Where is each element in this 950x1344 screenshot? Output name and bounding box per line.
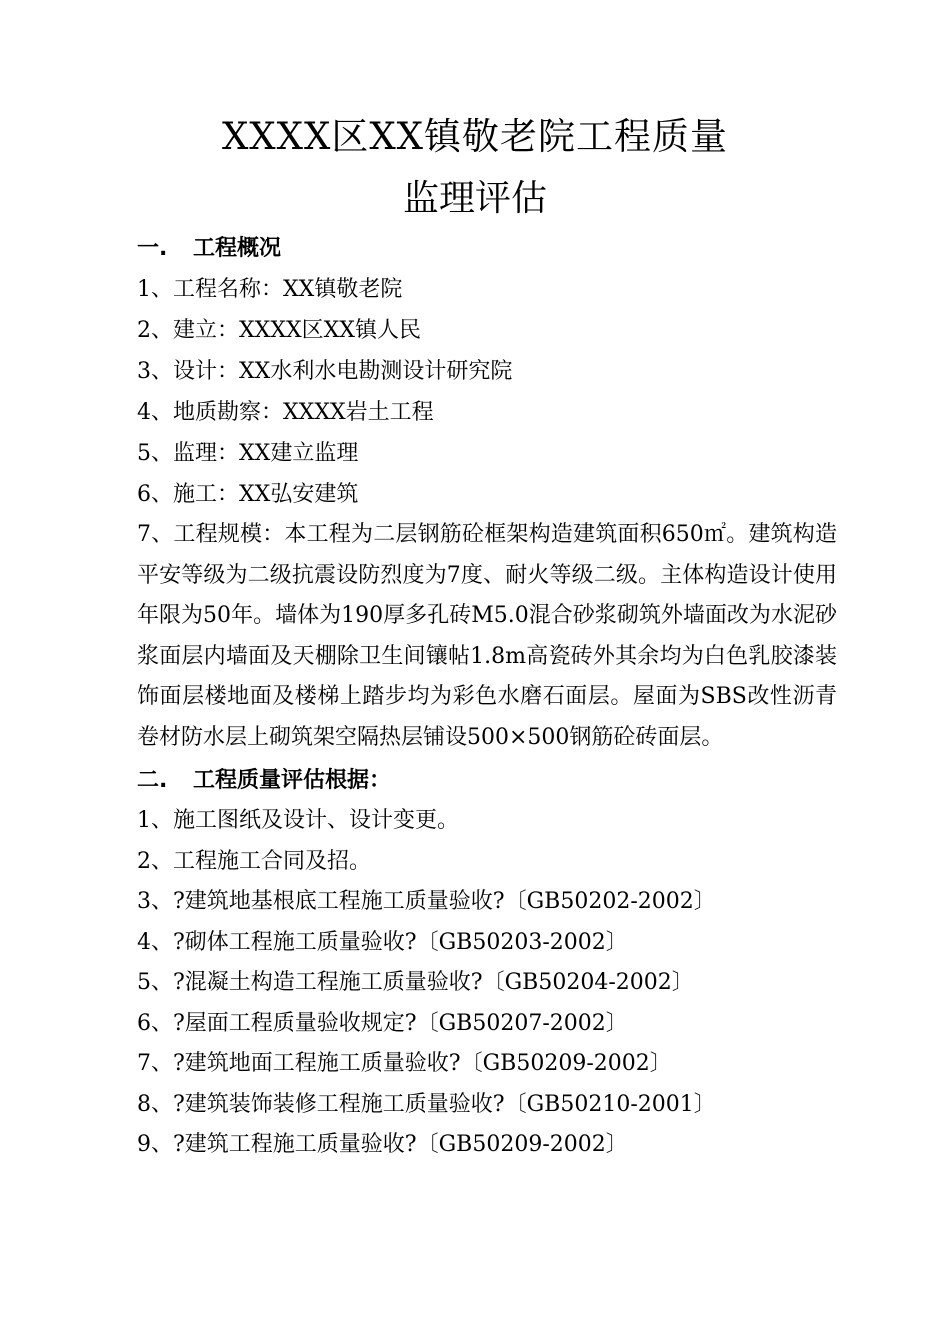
list-item-project-name: 1、工程名称：XX镇敬老院	[137, 277, 403, 302]
list-item: 1、施工图纸及设计、设计变更。	[137, 808, 459, 833]
section-title: 工程概况	[193, 236, 282, 261]
list-item: 4、?砌体工程施工质量验收?〔GB50203-2002〕	[137, 929, 628, 955]
section-title: 工程质量评估根据：	[193, 768, 392, 793]
section-number: 二.	[137, 768, 168, 793]
list-item: 8、?建筑装饰装修工程施工质量验收?〔GB50210-2001〕	[137, 1091, 716, 1117]
document-subtitle: 监理评估	[402, 178, 547, 219]
list-item-supervision: 5、监理：XX建立监理	[137, 441, 359, 466]
list-item: 9、?建筑工程施工质量验收?〔GB50209-2002〕	[137, 1132, 628, 1157]
list-item: 2、工程施工合同及招。	[137, 848, 371, 874]
section-heading-overview	[137, 228, 837, 269]
document-body	[137, 228, 837, 1166]
section-number: 一.	[137, 236, 168, 261]
scale-paragraph: 7、工程规模：本工程为二层钢筋砼框架构造建筑面积650㎡。建筑构造平安等级为二级抗震设防烈度为7度、耐火等级二级。主体构造设计使用年限为50年。墙体为190厚多孔砖M5.0混合砂浆砌筑外墙面改为水泥砂浆面层内墙面及天棚除卫生间镶帖1.8m高瓷砖外其余均为白色乳胶漆装饰面层楼地面及楼梯上踏步均为彩色水磨石面层。屋面为SBS改性沥青卷材防水层上砌筑架空隔热层铺设500×500钢筋砼砖面层。	[137, 522, 837, 750]
list-item: 7、?建筑地面工程施工质量验收?〔GB50209-2002〕	[137, 1051, 672, 1076]
list-item-construction: 6、施工：XX弘安建筑	[137, 482, 359, 507]
list-item: 6、?屋面工程质量验收规定?〔GB50207-2002〕	[137, 1010, 628, 1036]
list-item: 5、?混凝土构造工程施工质量验收?〔GB50204-2002〕	[137, 970, 694, 995]
list-item-designer: 3、设计：XX水利水电勘测设计研究院	[137, 359, 513, 384]
list-item: 3、?建筑地基根底工程施工质量验收?〔GB50202-2002〕	[137, 889, 716, 914]
section-heading-basis	[137, 760, 837, 801]
document-title: XXXX区XX镇敬老院工程质量	[221, 115, 729, 158]
list-item-owner: 2、建立：XXXX区XX镇人民	[137, 318, 421, 343]
list-item-geology: 4、地质勘察：XXXX岩土工程	[137, 400, 434, 425]
